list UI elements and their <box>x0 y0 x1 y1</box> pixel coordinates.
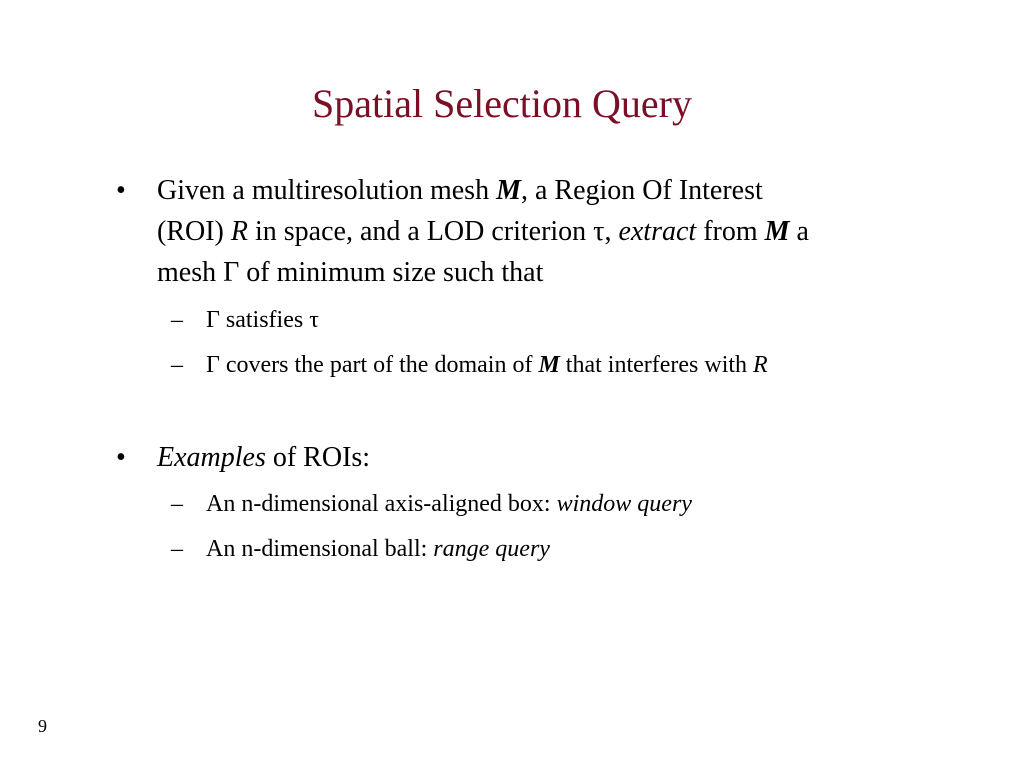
text-run: from <box>696 216 765 247</box>
text-run: An n-dimensional ball: <box>206 536 434 562</box>
page-number: 9 <box>38 716 47 736</box>
slide-title: Spatial Selection Query <box>312 81 692 126</box>
text-run: window query <box>556 491 692 517</box>
text-run: , a Region Of Interest <box>520 175 763 206</box>
bullet-line <box>157 170 763 211</box>
text-run: in space, and a LOD criterion τ, <box>247 216 619 247</box>
sub-bullet-item <box>206 489 692 519</box>
text-run: Γ covers the part of the domain of <box>206 352 539 378</box>
text-run: M <box>764 216 790 247</box>
bullet-line <box>157 252 543 293</box>
text-run: Γ satisfies τ <box>206 307 319 333</box>
text-run: mesh Γ of minimum size such that <box>157 257 544 288</box>
text-run: R <box>230 216 248 247</box>
text-run: M <box>496 175 521 206</box>
sub-bullet-item <box>206 534 550 564</box>
bullet-line <box>157 437 370 478</box>
text-run: (ROI) <box>157 216 231 247</box>
bullet-line <box>157 211 809 252</box>
sub-bullet-marker: – <box>171 491 183 517</box>
text-run: M <box>538 352 560 378</box>
bullet-marker: • <box>116 442 126 473</box>
sub-bullet-marker: – <box>171 352 183 378</box>
sub-bullet-item <box>206 350 768 380</box>
sub-bullet-marker: – <box>171 307 183 333</box>
text-run: Examples <box>157 442 266 473</box>
text-run: Given a multiresolution mesh <box>157 175 497 206</box>
text-run: extract <box>618 216 697 247</box>
sub-bullet-marker: – <box>171 536 183 562</box>
text-run: a <box>789 216 809 247</box>
text-run: that interferes with <box>559 352 754 378</box>
text-run: An n-dimensional axis-aligned box: <box>206 491 557 517</box>
text-run: R <box>753 352 768 378</box>
text-run: of ROIs: <box>265 442 371 473</box>
bullet-marker: • <box>116 175 126 206</box>
text-run: range query <box>433 536 550 562</box>
sub-bullet-item <box>206 305 319 335</box>
